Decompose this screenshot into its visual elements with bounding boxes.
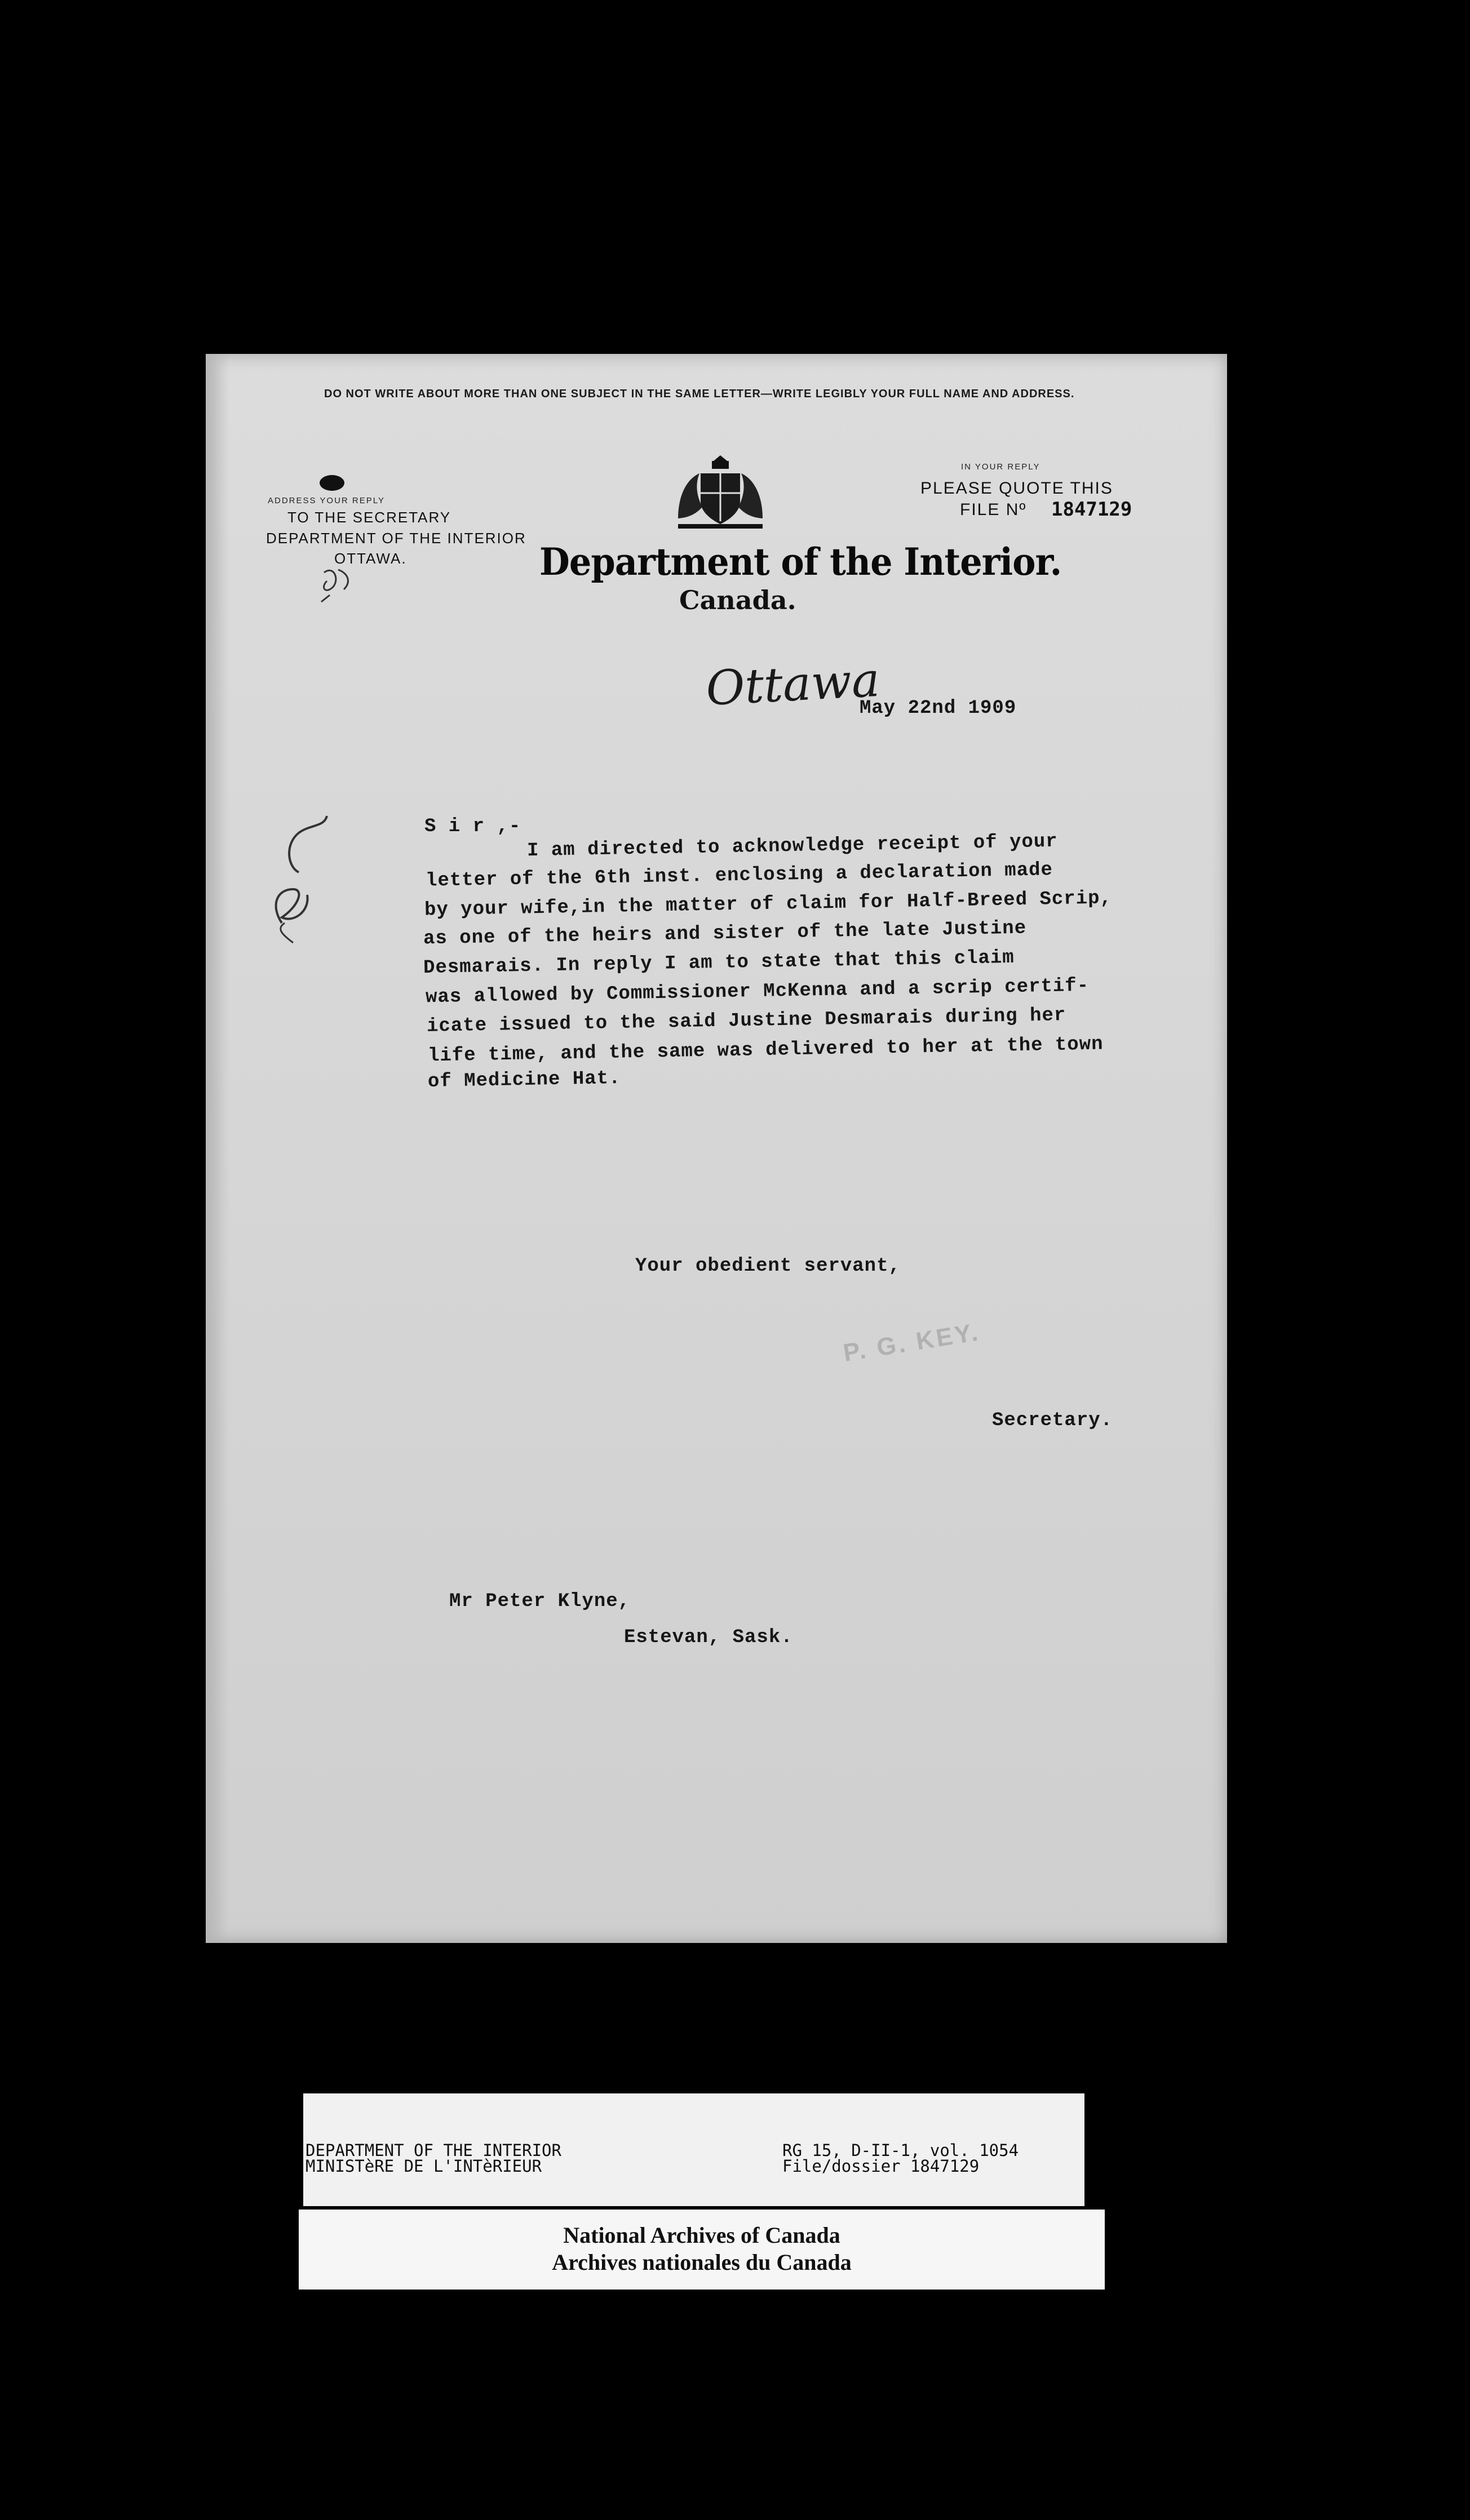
label-dept-en: DEPARTMENT OF THE INTERIOR (305, 2141, 561, 2160)
body-line: of Medicine Hat. (427, 1068, 621, 1093)
ink-blot (318, 473, 346, 493)
salutation: S i r ,- (424, 816, 521, 837)
address-line3: OTTAWA. (334, 550, 407, 567)
address-line1: TO THE SECRETARY (287, 509, 451, 526)
label-dept-fr: MINISTèRE DE L'INTèRIEUR (305, 2157, 542, 2176)
archive-reference-label (303, 2093, 1084, 2206)
footer-line-en: National Archives of Canada (563, 2222, 840, 2248)
body-line: was allowed by Commissioner McKenna and a scrip certif- (425, 975, 1090, 1009)
letter-sheet (206, 354, 1227, 1943)
coat-of-arms-icon (667, 451, 774, 535)
top-notice: DO NOT WRITE ABOUT MORE THAN ONE SUBJECT IN THE SAME LETTER—WRITE LEGIBLY YOUR FULL NAME AND ADDRESS. (324, 388, 1075, 400)
body-line: Desmarais. In reply I am to state that this claim (423, 947, 1015, 979)
body-line: by your wife,in the matter of claim for Half-Breed Scrip, (424, 888, 1113, 921)
reply-prefix: IN YOUR REPLY (961, 462, 1040, 472)
body-line: icate issued to the said Justine Desmarais during her (426, 1005, 1066, 1037)
body-line: as one of the heirs and sister of the late Justine (423, 917, 1027, 950)
body-line: I am directed to acknowledge receipt of your (526, 831, 1059, 862)
footer-line-fr: Archives nationales du Canada (552, 2250, 852, 2275)
department-title: Department of the Interior. (539, 540, 1062, 584)
file-label: FILE Nº (960, 500, 1027, 519)
reply-quote: PLEASE QUOTE THIS (920, 479, 1113, 498)
handwritten-initials-mark (318, 561, 364, 606)
signature-title: Secretary. (992, 1410, 1113, 1431)
country-title: Canada. (679, 585, 796, 615)
file-number: 1847129 (1051, 498, 1132, 521)
handwritten-margin-mark (259, 805, 344, 951)
signature-stamp: P. G. KEY. (841, 1318, 982, 1367)
label-file-dossier: File/dossier 1847129 (782, 2157, 980, 2176)
address-line2: DEPARTMENT OF THE INTERIOR (266, 530, 526, 547)
closing: Your obedient servant, (635, 1255, 901, 1277)
recipient-name: Mr Peter Klyne, (449, 1591, 631, 1612)
body-line: letter of the 6th inst. enclosing a declaration made (425, 859, 1053, 892)
place-script: Ottawa (705, 651, 882, 716)
recipient-place: Estevan, Sask. (624, 1627, 793, 1648)
address-prefix: ADDRESS YOUR REPLY (268, 496, 385, 505)
archive-footer-label (299, 2210, 1105, 2290)
label-rg-reference: RG 15, D-II-1, vol. 1054 (782, 2141, 1019, 2160)
letter-date: May 22nd 1909 (860, 698, 1017, 719)
body-line: life time, and the same was delivered to her at the town (427, 1033, 1104, 1067)
